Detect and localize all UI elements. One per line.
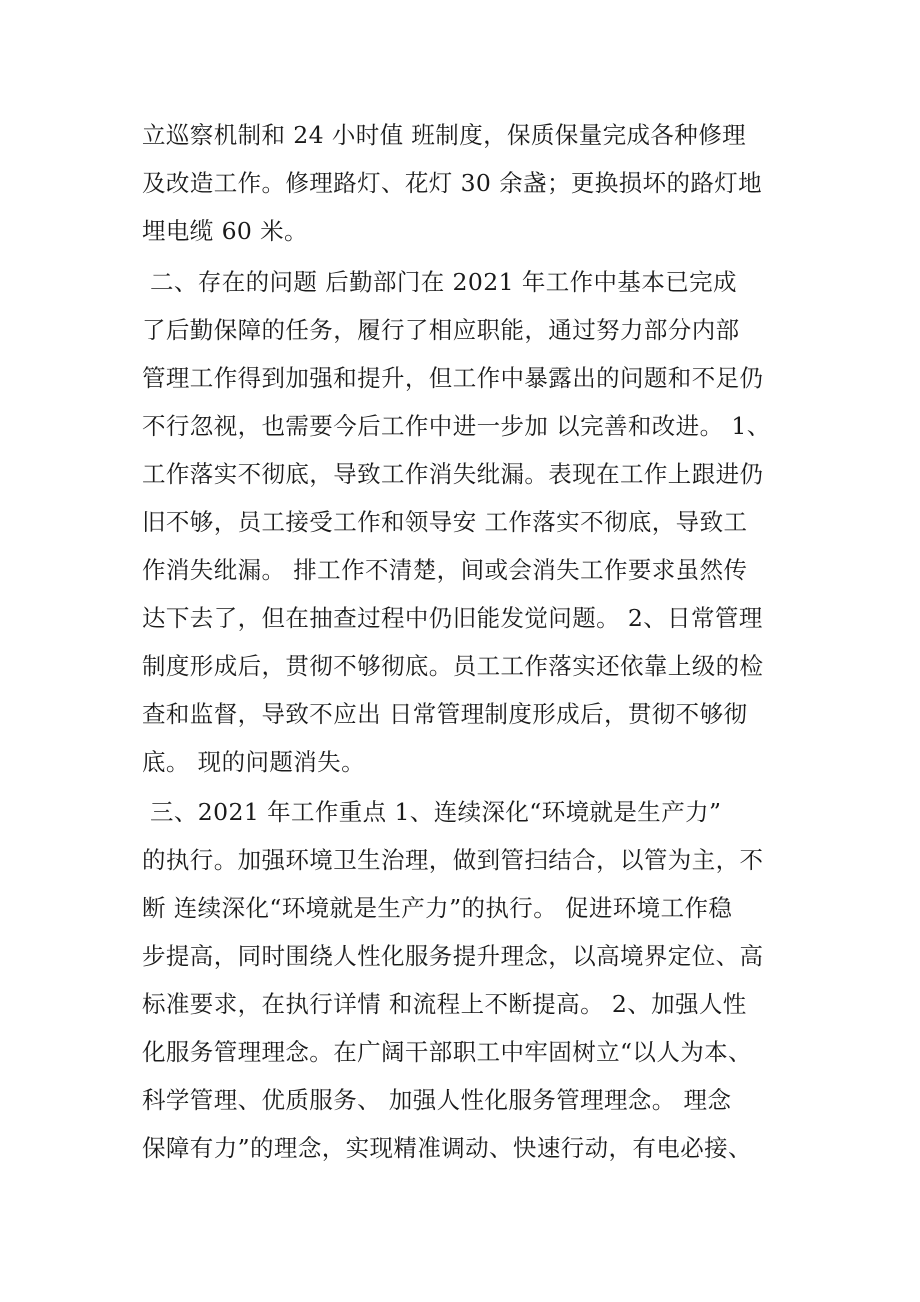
text-line: 不行忽视，也需要今后工作中进一步加 以完善和改进。 1、 [142,412,771,440]
text-line: 立巡察机制和 24 小时值 班制度，保质保量完成各种修理 [142,121,747,149]
text-line: 保障有力”的理念，实现精准调动、快速行动，有电必接、 [142,1134,752,1162]
text-line: 查和监督，导致不应出 日常管理制度形成后，贯彻不够彻 [142,700,748,728]
text-line: 标准要求，在执行详情 和流程上不断提高。 2、加强人性 [142,990,747,1018]
text-line: 三、2021 年工作重点 1、连续深化“环境就是生产力” [150,798,722,826]
text-line: 工作落实不彻底，导致工作消失纰漏。表现在工作上跟进仍 [142,460,764,488]
text-line: 作消失纰漏。 排工作不清楚，间或会消失工作要求虽然传 [142,556,748,584]
text-line: 埋电缆 60 米。 [142,217,308,245]
text-line: 化服务管理理念。在广阔干部职工中牢固树立“以人为本、 [142,1038,752,1066]
text-line: 断 连续深化“环境就是生产力”的执行。 促进环境工作稳 [142,894,733,922]
text-line: 步提高，同时围绕人性化服务提升理念，以高境界定位、高 [142,942,764,970]
text-line: 科学管理、优质服务、 加强人性化服务管理理念。 理念 [142,1086,732,1114]
text-line: 达下去了，但在抽查过程中仍旧能发觉问题。 2、日常管理 [142,604,763,632]
text-line: 管理工作得到加强和提升，但工作中暴露出的问题和不足仍 [142,364,764,392]
text-line: 旧不够，员工接受工作和领导安 工作落实不彻底，导致工 [142,508,748,536]
text-line: 的执行。加强环境卫生治理，做到管扫结合，以管为主，不 [142,846,764,874]
text-line: 底。 现的问题消失。 [142,748,365,776]
text-line: 及改造工作。修理路灯、花灯 30 余盏；更换损坏的路灯地 [142,169,763,197]
text-line: 二、存在的问题 后勤部门在 2021 年工作中基本已完成 [150,268,737,296]
text-line: 了后勤保障的任务，履行了相应职能，通过努力部分内部 [142,316,740,344]
text-line: 制度形成后，贯彻不够彻底。员工工作落实还依靠上级的检 [142,652,764,680]
